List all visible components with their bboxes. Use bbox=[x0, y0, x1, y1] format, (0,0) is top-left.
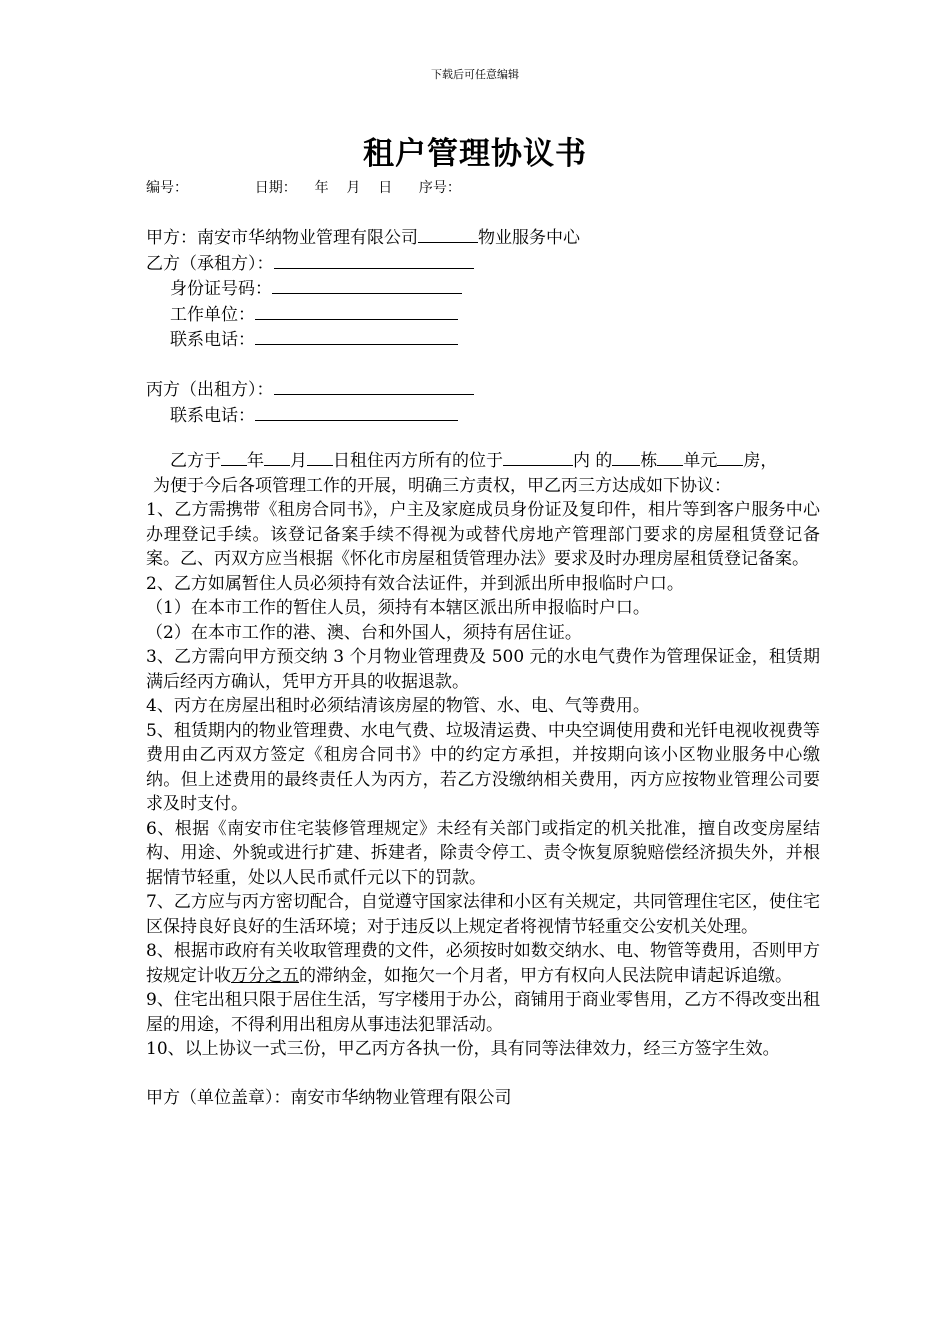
party-b-id-line: 身份证号码： bbox=[146, 276, 820, 302]
party-b-name-field[interactable] bbox=[274, 251, 474, 269]
page-header-note: 下载后可任意编辑 bbox=[431, 68, 519, 81]
party-c-phone-line: 联系电话： bbox=[146, 403, 820, 429]
party-b-phone-line: 联系电话： bbox=[146, 327, 820, 353]
blank-field[interactable] bbox=[264, 448, 290, 466]
parties-section bbox=[146, 225, 820, 428]
party-b-line: 乙方（承租方）： bbox=[146, 251, 820, 277]
clause-10: 10、以上协议一式三份，甲乙丙方各执一份，具有同等法律效力，经三方签字生效。 bbox=[146, 1039, 780, 1059]
number-label: 编号： bbox=[146, 180, 188, 196]
blank-field[interactable] bbox=[221, 448, 247, 466]
clause-3: 3、乙方需向甲方预交纳 3 个月物业管理费及 500 元的水电气费作为管理保证金，租赁期满后经丙方确认，凭甲方开具的收据退款。 bbox=[146, 647, 820, 692]
clause-5: 5、租赁期内的物业管理费、水电气费、垃圾清运费、中央空调使用费和光钎电视收视费等费用由乙丙双方签定《租房合同书》中的约定方承担，并按期向该小区物业服务中心缴纳。但上述费用的最终责任人为丙方，若乙方没缴纳相关费用，丙方应按物业管理公司要求及时支付。 bbox=[146, 720, 820, 814]
month-label: 月 bbox=[346, 180, 361, 196]
party-c-phone-field[interactable] bbox=[255, 403, 458, 421]
party-c-line: 丙方（出租方）： bbox=[146, 377, 820, 403]
party-b-work-field[interactable] bbox=[255, 302, 458, 320]
agreement-body bbox=[146, 448, 820, 1111]
party-b-id-field[interactable] bbox=[272, 276, 462, 294]
blank-field[interactable] bbox=[503, 448, 573, 466]
intro-line-2: 为便于今后各项管理工作的开展，明确三方责权，甲乙丙三方达成如下协议： bbox=[153, 475, 731, 496]
date-label: 日期： bbox=[254, 180, 297, 196]
day-label: 日 bbox=[378, 180, 393, 196]
blank-field[interactable] bbox=[657, 448, 683, 466]
blank-field[interactable] bbox=[307, 448, 333, 466]
party-c-name-field[interactable] bbox=[274, 377, 474, 395]
spacer bbox=[146, 353, 820, 378]
clause-6: 6、根据《南安市住宅装修管理规定》未经有关部门或指定的机关批准，擅自改变房屋结构、用途、外貌或进行扩建、拆建者，除责令停工、责令恢复原貌赔偿经济损失外，并根据情节轻重，处以人民币贰仟元以下的罚款。 bbox=[146, 818, 820, 888]
blank-field[interactable] bbox=[717, 448, 743, 466]
party-b-phone-field[interactable] bbox=[255, 327, 458, 345]
clause-4: 4、丙方在房屋出租时必须结清该房屋的物管、水、电、气等费用。 bbox=[146, 696, 650, 716]
clause-1: 1、乙方需携带《租房合同书》，户主及家庭成员身份证及复印件，相片等到客户服务中心办理登记手续。该登记备案手续不得视为或替代房地产管理部门要求的房屋租赁登记备案。乙、丙双方应当根据《怀化市房屋租赁管理办法》要求及时办理房屋租赁登记备案。 bbox=[146, 500, 820, 569]
serial-label: 序号： bbox=[418, 180, 461, 196]
blank-field[interactable] bbox=[612, 448, 640, 466]
intro-line: 乙方于 年 月 日租住丙方所有的位于 内 的 栋 单元 房， bbox=[146, 448, 820, 474]
clause-2-1: （1）在本市工作的暂住人员，须持有本辖区派出所申报临时户口。 bbox=[146, 598, 650, 618]
clause-2: 2、乙方如属暂住人员必须持有效合法证件，并到派出所申报临时户口。 bbox=[146, 573, 684, 594]
clause-8: 8、根据市政府有关收取管理费的文件，必须按时如数交纳水、电、物管等费用，否则甲方按规定计收万分之五的滞纳金，如拖欠一个月者，甲方有权向人民法院申请起诉追缴。 bbox=[146, 941, 820, 986]
clause-7: 7、乙方应与丙方密切配合，自觉遵守国家法律和小区有关规定，共同管理住宅区，使住宅区保持良好良好的生活环境；对于违反以上规定者将视情节轻重交公安机关处理。 bbox=[146, 892, 820, 937]
party-a-line: 甲方：南安市华纳物业管理有限公司 物业服务中心 bbox=[146, 225, 820, 251]
blank-field[interactable] bbox=[418, 225, 478, 243]
spacer bbox=[146, 1062, 820, 1087]
late-fee-rate: 万分之五 bbox=[231, 965, 299, 986]
year-label: 年 bbox=[314, 180, 329, 196]
clause-9: 9、住宅出租只限于居住生活，写字楼用于办公，商铺用于商业零售用，乙方不得改变出租屋的用途，不得利用出租房从事违法犯罪活动。 bbox=[146, 990, 820, 1035]
clause-2-2: （2）在本市工作的港、澳、台和外国人，须持有居住证。 bbox=[146, 622, 582, 643]
party-b-work-line: 工作单位： bbox=[146, 302, 820, 328]
signature-party-a: 甲方（单位盖章）：南安市华纳物业管理有限公司 bbox=[146, 1088, 512, 1108]
document-meta-row bbox=[146, 177, 461, 197]
document-title: 租户管理协议书 bbox=[363, 136, 587, 172]
